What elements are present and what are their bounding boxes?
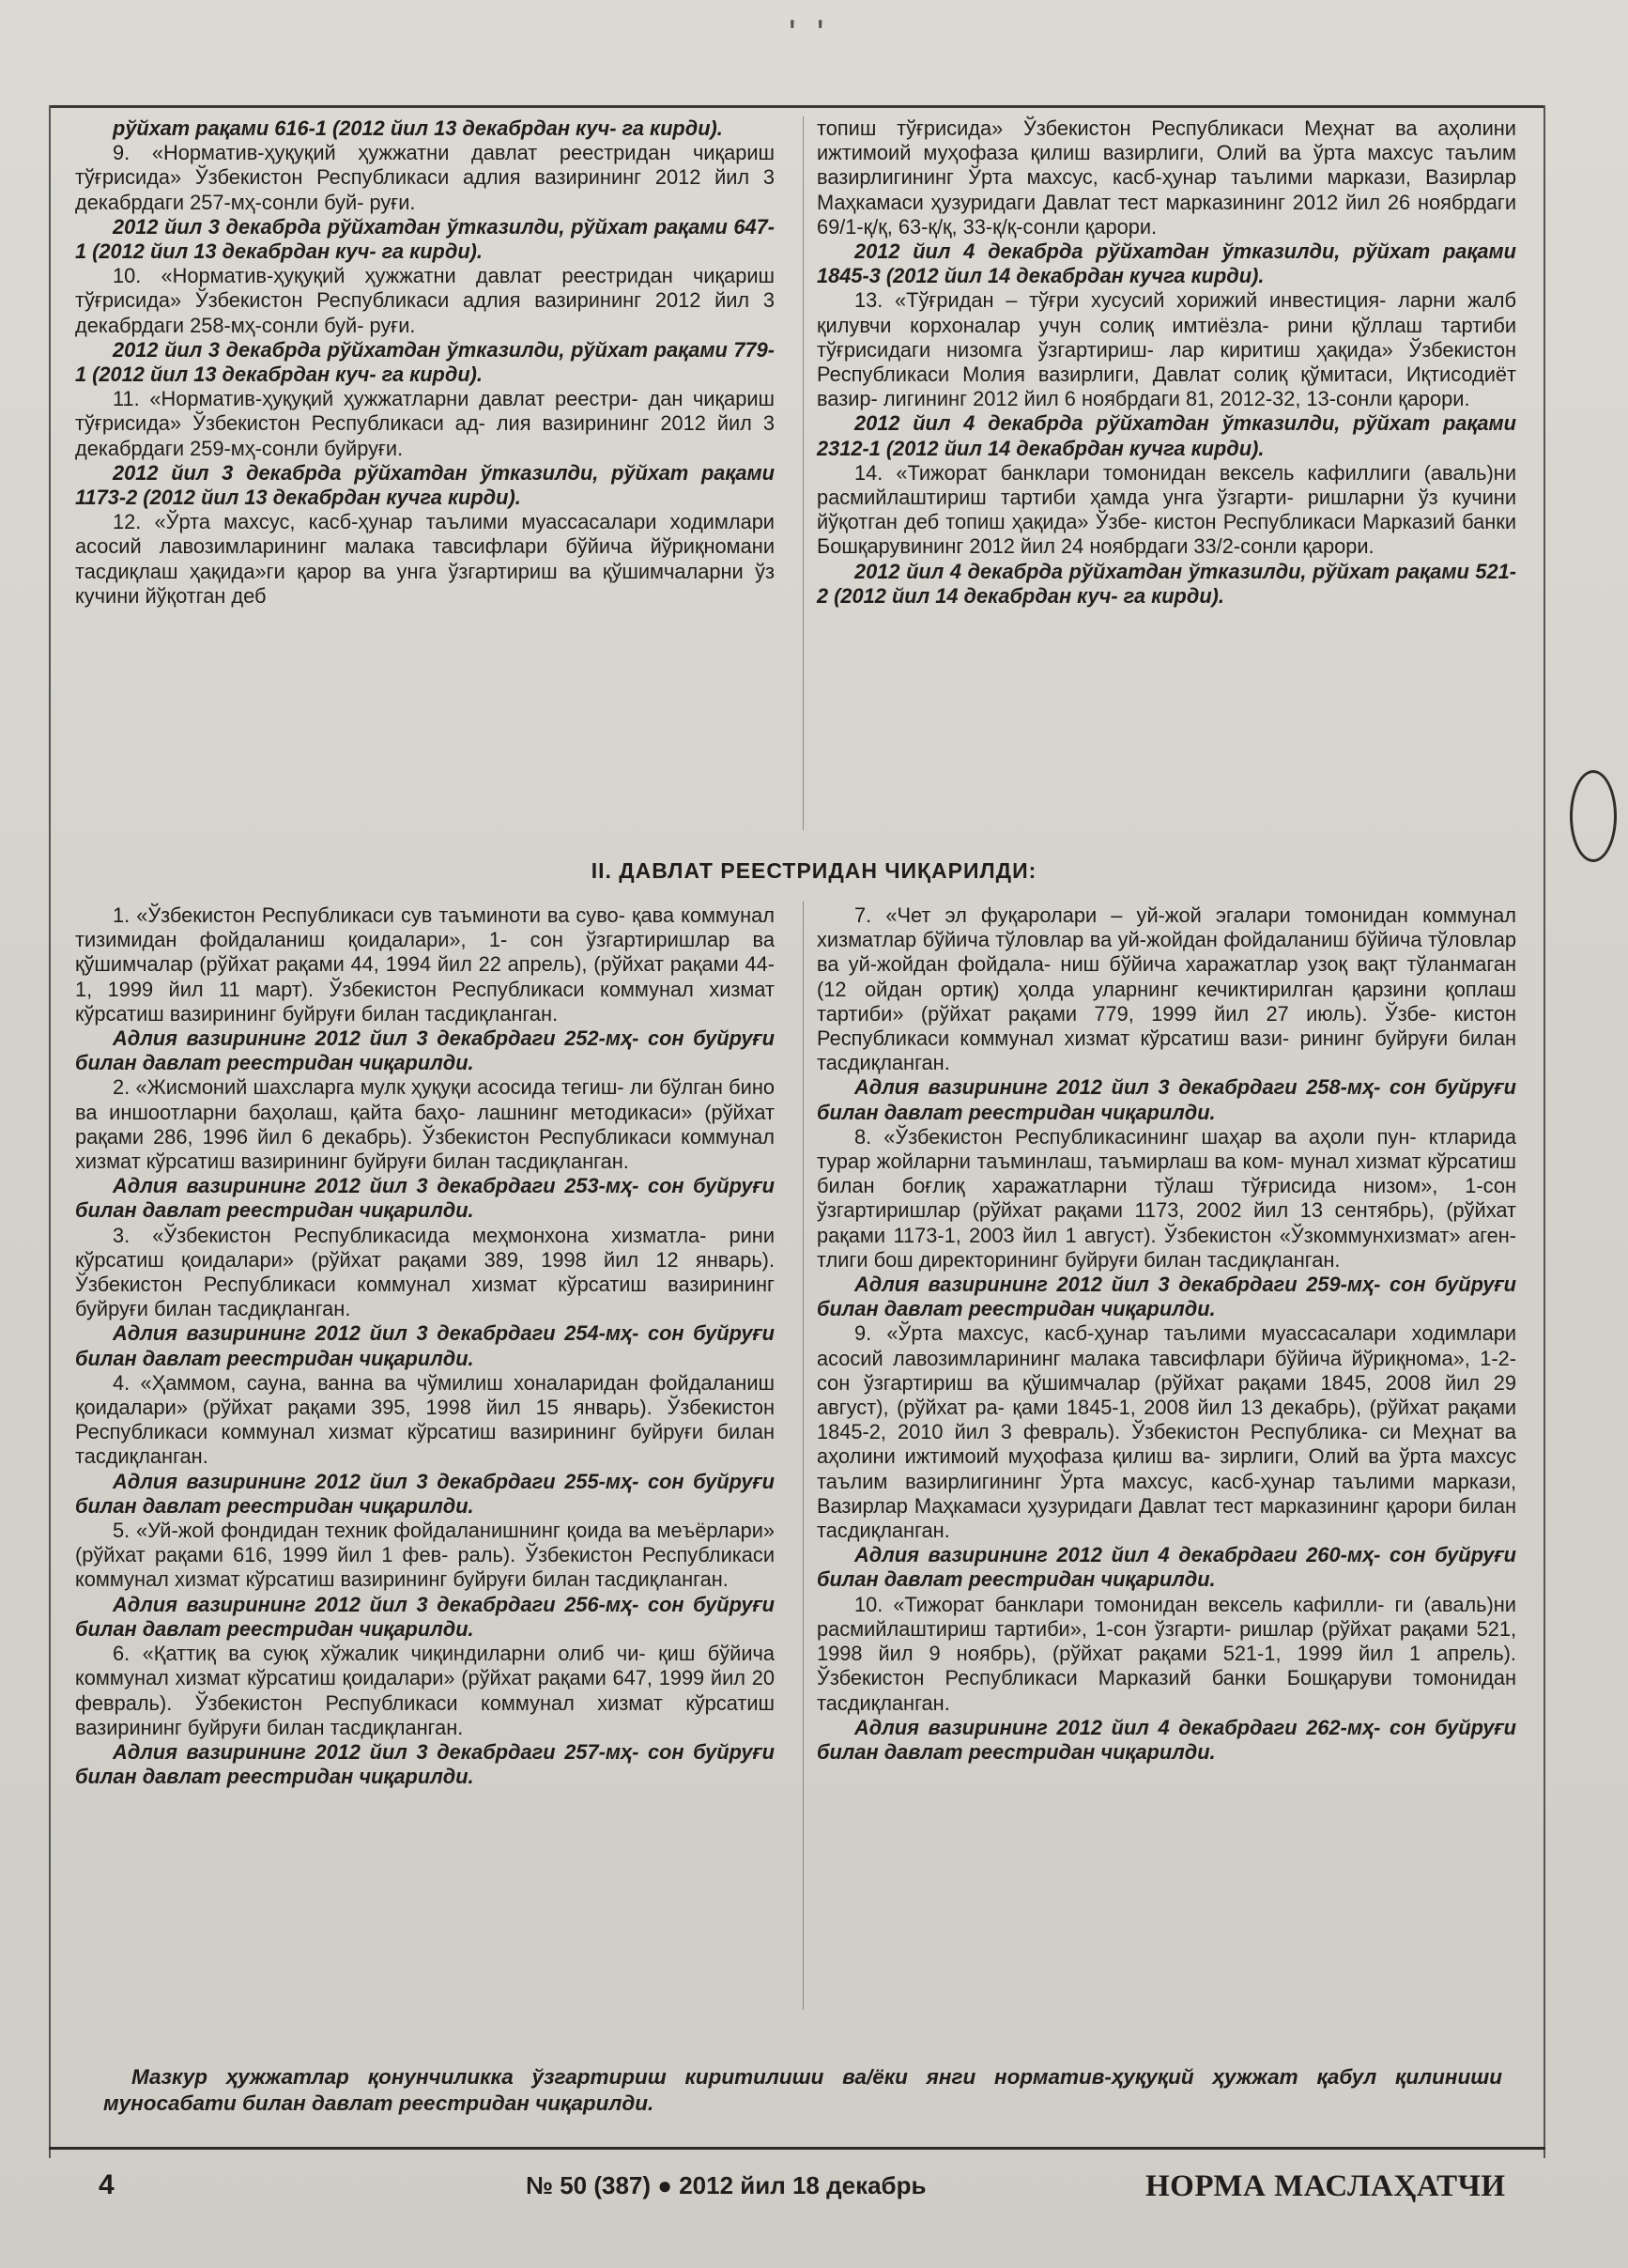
document-entry: 9. «Ўрта махсус, касб-ҳунар таълими муассасалари ходимлари асосий лавозимларининг малака тавсифлари бўйича йўриқнома», 1-2-сон ўзгартириш ва қўшимчалар (рўйхат рақами 1845, 2008 йил 29 август), (рўйхат ра- қами 1845-1, 2008 йил 13 декабрь), (рўйхат рақами 1845-2, 2010 йил 3 февраль). Ўзбекистон Республика- си Меҳнат ва аҳолини ижтимоий муҳофаза қилиш ва- зирлиги, Олий ва ўрта махсус таълим вазирлигининг Ўрта махсус, касб-ҳунар таълими маркази, Вазирлар Маҳкамаси ҳузуридаги Давлат тест марказининг қарори билан тасдиқланган. xyxy=(817,1321,1516,1543)
top-right-column xyxy=(817,116,1516,609)
registration-note: рўйхат рақами 616-1 (2012 йил 13 декабрдан куч- га кирди). xyxy=(113,116,723,140)
registration-note: 2012 йил 3 декабрда рўйхатдан ўтказилди, рўйхат рақами 779-1 (2012 йил 13 декабрдан куч- га кирди). xyxy=(75,337,775,387)
closing-note: Мазкур ҳужжатлар қонунчиликка ўзгартириш киритилиши ва/ёки янги норматив-ҳуқуқий ҳужжат қабул қилиниши муносабати билан давлат реестридан чиқарилди. xyxy=(103,2065,1502,2115)
bottom-left-column xyxy=(75,903,775,1789)
right-border xyxy=(1544,105,1545,2158)
document-entry: 4. «Ҳаммом, сауна, ванна ва чўмилиш хоналаридан фойдаланиш қоидалари» (рўйхат рақами 395, 1998 йил 15 январь). Ўзбекистон Республикаси коммунал хизмат кўрсатиш вазирининг буйруғи билан тасдиқланган. xyxy=(75,1370,775,1469)
registration-note: Адлия вазирининг 2012 йил 3 декабрдаги 257-мҳ- сон буйруғи билан давлат реестридан чиқарилди. xyxy=(75,1739,775,1789)
top-left-column xyxy=(75,116,775,609)
column-divider-lower xyxy=(803,902,804,2010)
issue-info: № 50 (387) ● 2012 йил 18 декабрь xyxy=(526,2171,927,2199)
registration-note: 2012 йил 3 декабрда рўйхатдан ўтказилди, рўйхат рақами 1173-2 (2012 йил 13 декабрдан кучга кирди). xyxy=(75,460,775,510)
registration-note: 2012 йил 3 декабрда рўйхатдан ўтказилди, рўйхат рақами 647-1 (2012 йил 13 декабрдан куч- га кирди). xyxy=(75,214,775,264)
registration-note: Адлия вазирининг 2012 йил 3 декабрдаги 258-мҳ- сон буйруғи билан давлат реестридан чиқарилди. xyxy=(817,1075,1516,1124)
binder-hole xyxy=(1570,770,1617,862)
column-divider xyxy=(803,116,804,830)
publication-title: НОРМА МАСЛАҲАТЧИ xyxy=(1145,2169,1506,2203)
document-entry: 1. «Ўзбекистон Республикаси сув таъминоти ва суво- қава коммунал тизимидан фойдаланиш қоидалари», 1- сон ўзгартиришлар ва қўшимчалар (рўйхат рақами 44, 1994 йил 22 апрель), (рўйхат рақами 44-1, 1999 йил 11 март). Ўзбекистон Республикаси коммунал хизмат кўрсатиш вазирининг буйруғи билан тасдиқланган. xyxy=(75,903,775,1026)
document-entry: 6. «Қаттиқ ва суюқ хўжалик чиқиндиларни олиб чи- қиш бўйича коммунал хизмат кўрсатиш қоидалари» (рўйхат рақами 647, 1999 йил 20 февраль). Ўзбекистон Республикаси коммунал хизмат кўрсатиш вазирининг буйруғи билан тасдиқланган. xyxy=(75,1642,775,1739)
document-entry: 12. «Ўрта махсус, касб-ҳунар таълими муассасалари ходимлари асосий лавозимларининг малака тавсифлари бўйича йўриқномани тасдиқлаш ҳақида»ги қарор ва унга ўзгартириш ва қўшимчаларни ўз кучини йўқотган деб xyxy=(75,510,775,608)
registration-note: Адлия вазирининг 2012 йил 4 декабрдаги 260-мҳ- сон буйруғи билан давлат реестридан чиқарилди. xyxy=(817,1543,1516,1592)
print-marks: ' ' xyxy=(789,13,824,54)
registration-note: 2012 йил 4 декабрда рўйхатдан ўтказилди, рўйхат рақами 2312-1 (2012 йил 14 декабрдан кучга кирди). xyxy=(817,411,1516,460)
document-entry: 10. «Тижорат банклари томонидан вексель кафилли- ги (аваль)ни расмийлаштириш тартиби», 1-сон ўзгарти- ришлар (рўйхат рақами 521, 1998 йил 9 ноябрь), (рўйхат рақами 521-1, 1999 йил 1 апрель). Ўзбекистон Республикаси Марказий банки Бошқаруви томонидан тасдиқланган. xyxy=(817,1592,1516,1715)
document-entry: 13. «Тўғридан – тўғри хусусий хорижий инвестиция- ларни жалб қилувчи корхоналар учун солиқ имтиёзла- рини қўллаш тартиби тўғрисидаги низомга ўзгартириш- лар киритиш ҳақида» Ўзбекистон Республикаси Молия вазирлиги, Давлат солиқ қўмитаси, Иқтисодиёт вазир- лигининг 2012 йил 6 ноябрдаги 81, 2012-32, 13-сонли қарори. xyxy=(817,288,1516,411)
registration-note: Адлия вазирининг 2012 йил 3 декабрдаги 259-мҳ- сон буйруғи билан давлат реестридан чиқарилди. xyxy=(817,1273,1516,1321)
document-entry: топиш тўғрисида» Ўзбекистон Республикаси Меҳнат ва аҳолини ижтимоий муҳофаза қилиш вазирлиги, Олий ва ўрта махсус таълим вазирлигининг Ўрта махсус, касб-ҳунар таълими маркази, Вазирлар Маҳкамаси ҳузуридаги Давлат тест марказининг 2012 йил 26 ноябрдаги 69/1-қ/қ, 63-қ/қ, 33-қ/қ-сонли қарори. xyxy=(817,116,1516,239)
document-entry: 14. «Тижорат банклари томонидан вексель кафиллиги (аваль)ни расмийлаштириш тартиби ҳамда унга ўзгарти- ришларни ўз кучини йўқотган деб топиш ҳақида» Ўзбе- кистон Республикаси Марказий банки Бошқарувининг 2012 йил 24 ноябрдаги 33/2-сонли қарори. xyxy=(817,460,1516,559)
document-entry: 9. «Норматив-ҳуқуқий ҳужжатни давлат реестридан чиқариш тўғрисида» Ўзбекистон Республикаси адлия вазирининг 2012 йил 3 декабрдаги 257-мҳ-сонли буй- руғи. xyxy=(75,141,775,214)
document-entry: 5. «Уй-жой фондидан техник фойдаланишнинг қоида ва меъёрлари» (рўйхат рақами 616, 1999 йил 1 фев- раль). Ўзбекистон Республикаси коммунал хизмат кўрсатиш вазирининг буйруғи билан тасдиқланган. xyxy=(75,1519,775,1592)
registration-note: 2012 йил 4 декабрда рўйхатдан ўтказилди, рўйхат рақами 521-2 (2012 йил 14 декабрдан куч- га кирди). xyxy=(817,559,1516,608)
page-number: 4 xyxy=(99,2169,115,2200)
registration-note: Адлия вазирининг 2012 йил 3 декабрдаги 253-мҳ- сон буйруғи билан давлат реестридан чиқарилди. xyxy=(75,1174,775,1223)
registration-note: 2012 йил 4 декабрда рўйхатдан ўтказилди, рўйхат рақами 1845-3 (2012 йил 14 декабрдан кучга кирди). xyxy=(817,239,1516,288)
document-entry: 10. «Норматив-ҳуқуқий ҳужжатни давлат реестридан чиқариш тўғрисида» Ўзбекистон Республикаси адлия вазирининг 2012 йил 3 декабрдаги 258-мҳ-сонли буй- руғи. xyxy=(75,264,775,337)
registration-note: Адлия вазирининг 2012 йил 3 декабрдаги 252-мҳ- сон буйруғи билан давлат реестридан чиқарилди. xyxy=(75,1026,775,1075)
registration-note: Адлия вазирининг 2012 йил 4 декабрдаги 262-мҳ- сон буйруғи билан давлат реестридан чиқарилди. xyxy=(817,1715,1516,1764)
footer-rule xyxy=(49,2147,1545,2150)
left-border xyxy=(49,105,51,2158)
document-entry: 11. «Норматив-ҳуқуқий ҳужжатларни давлат реестри- дан чиқариш тўғрисида» Ўзбекистон Республикаси ад- лия вазирининг 2012 йил 3 декабрдаги 259-мҳ-сонли буйруғи. xyxy=(75,387,775,460)
document-entry: 7. «Чет эл фуқаролари – уй-жой эгалари томонидан коммунал хизматлар бўйича тўловлар ва уй-жойдан фойдаланиш бўйича тўловлар ва уй-жойдан фойдала- ниш бўйича харажатлар узоқ вақт тўланмаган (12 ойдан ортиқ) ҳолда уларнинг кечиктирилган қарзини қоплаш тартиби» (рўйхат рақами 779, 1999 йил 27 июль). Ўзбе- кистон Республикаси коммунал хизмат кўрсатиш вази- рининг буйруғи билан тасдиқланган. xyxy=(817,903,1516,1075)
document-entry: 8. «Ўзбекистон Республикасининг шаҳар ва аҳоли пун- ктларида турар жойларни таъминлаш, таъмирлаш ва ком- мунал хизмат кўрсатиш билан боғлиқ харажатларни тўлаш тўғрисида низом», 1-сон ўзгартиришлар (рўйхат рақами 1173, 2002 йил 13 сентябрь), (рўйхат рақами 1173-1, 2003 йил 1 август). Ўзбекистон «Ўзкоммунхизмат» аген- тлиги бош директорининг буйруғи билан тасдиқланган. xyxy=(817,1124,1516,1272)
bottom-right-column xyxy=(817,903,1516,1765)
registration-note: Адлия вазирининг 2012 йил 3 декабрдаги 255-мҳ- сон буйруғи билан давлат реестридан чиқарилди. xyxy=(75,1469,775,1518)
registration-note: Адлия вазирининг 2012 йил 3 декабрдаги 254-мҳ- сон буйруғи билан давлат реестридан чиқарилди. xyxy=(75,1321,775,1370)
section-heading: II. ДАВЛАТ РЕЕСТРИДАН ЧИҚАРИЛДИ: xyxy=(591,858,1037,883)
document-entry: 3. «Ўзбекистон Республикасида меҳмонхона хизматла- рини кўрсатиш қоидалари» (рўйхат рақами 389, 1998 йил 12 январь). Ўзбекистон Республикаси коммунал хизмат кўрсатиш вазирининг буйруғи билан тасдиқланган. xyxy=(75,1223,775,1321)
document-entry: 2. «Жисмоний шахсларга мулк ҳуқуқи асосида тегиш- ли бўлган бино ва иншоотларни баҳолаш, қайта баҳо- лашнинг методикаси» (рўйхат рақами 286, 1996 йил 6 декабрь). Ўзбекистон Республикаси коммунал хизмат кўрсатиш вазирининг буйруғи билан тасдиқланган. xyxy=(75,1075,775,1174)
registration-note: Адлия вазирининг 2012 йил 3 декабрдаги 256-мҳ- сон буйруғи билан давлат реестридан чиқарилди. xyxy=(75,1592,775,1641)
